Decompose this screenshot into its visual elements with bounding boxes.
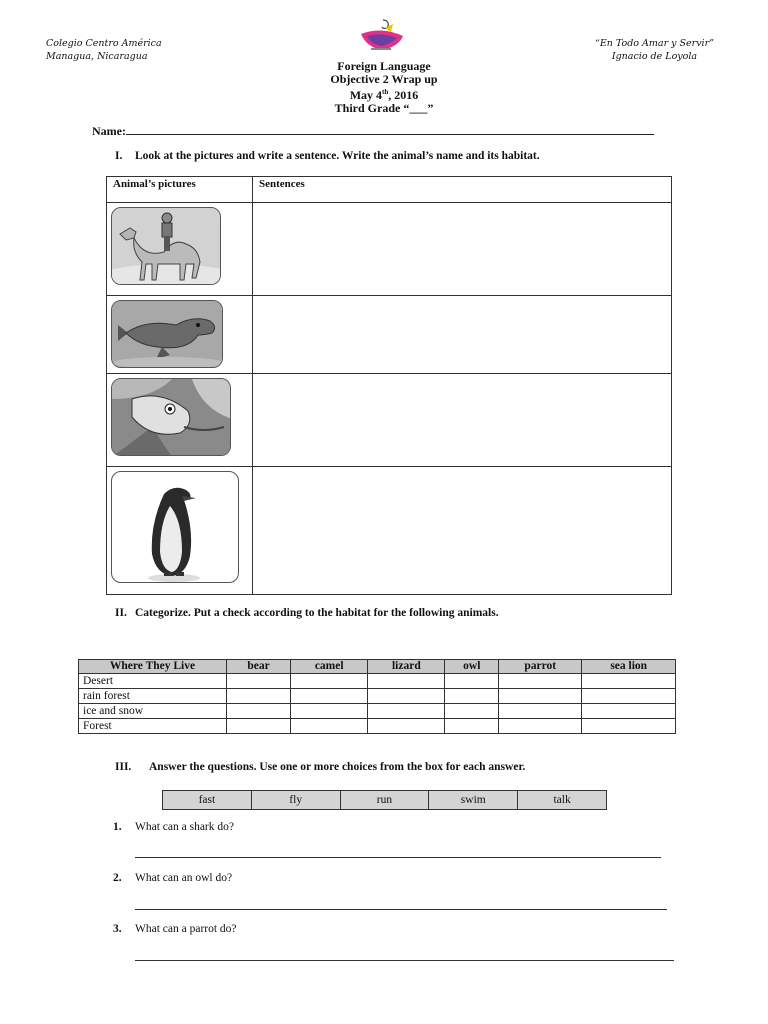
header-where-they-live: Where They Live (79, 660, 227, 674)
table-row (79, 689, 676, 704)
motto-author: Ignacio de Loyola (611, 51, 698, 62)
choice-fly: fly (251, 791, 340, 810)
camel-picture (111, 207, 221, 285)
motto-text: “En Todo Amar y Servir” (594, 38, 714, 49)
section-2-number: II. (115, 607, 127, 619)
picture-cell (107, 296, 253, 374)
check-cell[interactable] (499, 719, 582, 734)
section-1-number: I. (115, 150, 123, 162)
habitat-forest: Forest (79, 719, 227, 734)
check-cell[interactable] (291, 674, 368, 689)
question-1-number: 1. (113, 821, 122, 833)
penguin-picture (111, 471, 239, 583)
question-3 (113, 923, 237, 935)
habitat-ice-and-snow: ice and snow (79, 704, 227, 719)
check-cell[interactable] (227, 704, 291, 719)
check-cell[interactable] (499, 704, 582, 719)
document-title (0, 60, 768, 115)
choice-fast: fast (163, 791, 252, 810)
check-cell[interactable] (227, 689, 291, 704)
habitat-table (78, 659, 676, 734)
check-cell[interactable] (445, 704, 499, 719)
check-cell[interactable] (445, 719, 499, 734)
title-objective: Objective 2 Wrap up (330, 72, 438, 86)
check-cell[interactable] (445, 674, 499, 689)
section-3-text: Answer the questions. Use one or more choices from the box for each answer. (149, 761, 526, 773)
header-lizard: lizard (368, 660, 445, 674)
answer-line-2[interactable] (135, 909, 667, 910)
habitat-desert: Desert (79, 674, 227, 689)
picture-cell (107, 374, 253, 467)
choice-swim: swim (429, 791, 518, 810)
check-cell[interactable] (499, 689, 582, 704)
parrot-picture (111, 378, 231, 456)
table-row (79, 704, 676, 719)
check-cell[interactable] (368, 689, 445, 704)
choice-run: run (340, 791, 429, 810)
check-cell[interactable] (291, 689, 368, 704)
sentence-cell-1[interactable] (253, 203, 672, 296)
name-blank-line[interactable] (126, 125, 654, 135)
check-cell[interactable] (368, 719, 445, 734)
table-row (79, 719, 676, 734)
title-subject: Foreign Language (337, 59, 431, 73)
check-cell[interactable] (227, 719, 291, 734)
check-cell[interactable] (368, 674, 445, 689)
sentence-cell-2[interactable] (253, 296, 672, 374)
name-field[interactable] (92, 124, 654, 139)
pictures-table (106, 176, 672, 595)
check-cell[interactable] (582, 719, 676, 734)
habitat-header-row (79, 660, 676, 674)
check-cell[interactable] (368, 704, 445, 719)
school-logo-icon (355, 18, 407, 58)
sentence-cell-4[interactable] (253, 467, 672, 595)
sentence-cell-3[interactable] (253, 374, 672, 467)
habitat-rain-forest: rain forest (79, 689, 227, 704)
header-sea-lion: sea lion (582, 660, 676, 674)
header-owl: owl (445, 660, 499, 674)
header-camel: camel (291, 660, 368, 674)
table-row (79, 674, 676, 689)
col-pictures-header: Animal’s pictures (107, 177, 253, 203)
date-main: May 4 (349, 88, 383, 102)
sea-lion-picture (111, 300, 223, 368)
choice-talk: talk (518, 791, 607, 810)
section-3-instruction (115, 761, 525, 773)
section-1-text: Look at the pictures and write a sentence. Write the animal’s name and its habitat. (135, 150, 540, 162)
question-3-number: 3. (113, 923, 122, 935)
question-1 (113, 821, 234, 833)
check-cell[interactable] (582, 689, 676, 704)
check-cell[interactable] (582, 674, 676, 689)
section-1-instruction (115, 150, 540, 162)
question-1-text: What can a shark do? (135, 821, 234, 833)
title-date (0, 86, 768, 102)
school-name: Colegio Centro América (46, 38, 162, 49)
check-cell[interactable] (499, 674, 582, 689)
date-suffix-sup: th (382, 88, 389, 96)
check-cell[interactable] (291, 704, 368, 719)
name-label: Name: (92, 124, 126, 138)
header-bear: bear (227, 660, 291, 674)
section-2-text: Categorize. Put a check according to the habitat for the following animals. (135, 607, 499, 619)
col-sentences-header: Sentences (253, 177, 672, 203)
choices-box (162, 790, 607, 810)
check-cell[interactable] (227, 674, 291, 689)
title-grade: Third Grade “___” (334, 101, 434, 115)
question-3-text: What can a parrot do? (135, 923, 237, 935)
header-parrot: parrot (499, 660, 582, 674)
answer-line-3[interactable] (135, 960, 674, 961)
check-cell[interactable] (291, 719, 368, 734)
check-cell[interactable] (445, 689, 499, 704)
date-year: , 2016 (388, 88, 419, 102)
picture-cell (107, 203, 253, 296)
picture-cell (107, 467, 253, 595)
question-2-number: 2. (113, 872, 122, 884)
section-3-number: III. (115, 761, 132, 773)
section-2-instruction (115, 607, 499, 619)
school-city: Managua, Nicaragua (46, 51, 148, 62)
check-cell[interactable] (582, 704, 676, 719)
question-2-text: What can an owl do? (135, 872, 233, 884)
question-2 (113, 872, 232, 884)
answer-line-1[interactable] (135, 857, 661, 858)
